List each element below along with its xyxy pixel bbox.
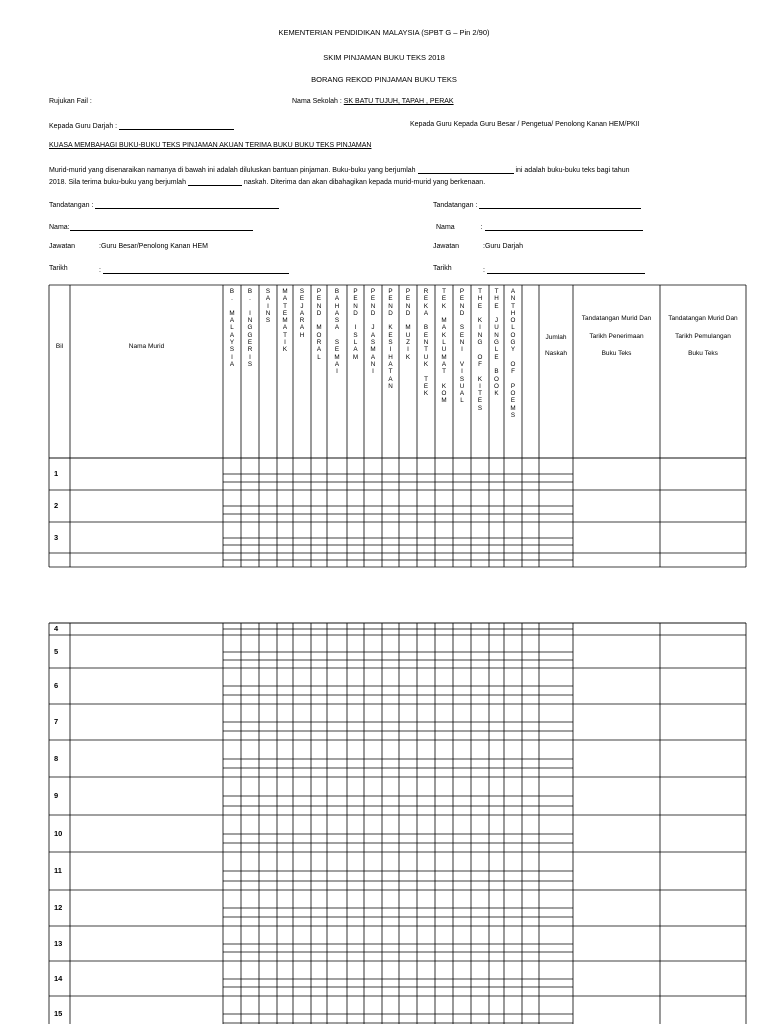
row-number: 3	[54, 532, 59, 542]
row-number: 15	[54, 1009, 63, 1018]
jawatan-left-value: :Guru Besar/Penolong Kanan HEM	[99, 243, 208, 250]
tandatangan-right-label: Tandatangan :	[433, 202, 478, 209]
subject-header: T H E J U N G L E B O O K	[494, 288, 499, 398]
jawatan-right-label: Jawatan	[433, 243, 460, 250]
row-number: 13	[54, 938, 63, 948]
row-number: 2	[54, 501, 59, 510]
tt-terima-label-2: Tarikh Penerimaan	[589, 333, 644, 340]
kuasa-heading: KUASA MEMBAHAGI BUKU-BUKU TEKS PINJAMAN AKUAN TERIMA BUKU BUKU TEKS PINJAMAN	[49, 142, 372, 149]
col-header-tt-pemulangan	[660, 315, 746, 357]
col-header-tt-penerimaan	[573, 315, 660, 357]
subject-header: P E N D I S L A M	[352, 288, 359, 361]
row-number: 4	[54, 624, 59, 633]
paragraph-text-2b: naskah. Diterima dan akan dibahagikan kepada murid-murid yang berkenaan.	[243, 179, 486, 186]
subject-header: P E N D M U Z I K	[405, 288, 411, 361]
row-number: 6	[54, 681, 59, 690]
row-number: 11	[54, 866, 62, 875]
tarikh-left-colon: :	[99, 267, 101, 274]
row-number: 14	[54, 973, 63, 983]
tt-pulang-label-1: Tandatangan Murid Dan	[668, 315, 738, 322]
tt-terima-label-3: Buku Teks	[601, 350, 632, 357]
nama-right-colon: :	[480, 224, 483, 231]
subject-header: P E N D K E S I H A T A N	[388, 288, 393, 390]
paragraph-text-1a: Murid-murid yang disenaraikan namanya di bawah ini adalah diluluskan bantuan pinjaman. Buku-buku yang berjumlah	[49, 167, 416, 174]
form-record-title: BORANG REKOD PINJAMAN BUKU TEKS	[311, 75, 457, 84]
subject-header: T E K M A K L U M A T K O M	[441, 288, 447, 405]
subject-header: B . M A L A Y S I A	[229, 288, 235, 368]
tandatangan-left-label: Tandatangan :	[49, 202, 94, 209]
tarikh-left-label: Tarikh	[49, 265, 68, 272]
subject-header: A N T H O L O G Y O F P O E M S	[510, 288, 516, 420]
col-header-jumlah	[539, 334, 573, 357]
form-ministry-title: KEMENTERIAN PENDIDIKAN MALAYSIA (SPBT G – Pin 2/90)	[278, 28, 490, 37]
nama-sekolah-value: SK BATU TUJUH, TAPAH , PERAK	[343, 98, 454, 105]
tarikh-right-colon: :	[483, 267, 485, 274]
tt-terima-label-1: Tandatangan Murid Dan	[581, 315, 652, 322]
jawatan-left-label: Jawatan	[49, 243, 76, 250]
form-scheme-title: SKIM PINJAMAN BUKU TEKS 2018	[323, 53, 445, 62]
rujukan-fail-label: Rujukan Fail :	[49, 98, 92, 105]
jumlah-label-1: Jumlah	[545, 334, 567, 341]
kepada-guru-darjah-label: Kepada Guru Darjah :	[49, 123, 118, 130]
row-number: 8	[54, 753, 59, 763]
subject-header: S A I N S	[265, 288, 271, 325]
tarikh-right-label: Tarikh	[433, 265, 452, 272]
subject-header: P E N D J A S M A N I	[370, 288, 376, 376]
subject-header: P E N D S E N I V I S U A L	[459, 288, 465, 405]
col-header-bil: Bil	[55, 343, 64, 350]
nama-right-label: Nama	[436, 224, 455, 231]
subject-header: B A H A S A S E M A I	[334, 288, 340, 376]
row-number: 5	[54, 646, 59, 656]
row-number: 10	[54, 828, 63, 838]
kepada-guru-besar-label: Kepada Guru Kepada Guru Besar / Pengetua/ Penolong Kanan HEM/PKII	[410, 121, 640, 128]
subject-header: B . I N G G E R I S	[247, 288, 253, 368]
nama-sekolah-label: Nama Sekolah :	[292, 98, 342, 105]
subject-header: T H E K I N G O F K I T E S	[477, 288, 483, 412]
paragraph-text-1b: ini adalah buku-buku teks bagi tahun	[515, 167, 630, 174]
tt-pulang-label-3: Buku Teks	[688, 350, 718, 357]
subject-header: P E N D M O R A L	[316, 288, 322, 361]
row-number: 9	[54, 791, 59, 800]
row-number: 7	[54, 717, 59, 726]
subject-header: M A T E M A T I K	[282, 288, 288, 354]
nama-left-label: Nama:	[49, 224, 70, 231]
subject-header: S E J A R A H	[299, 288, 305, 339]
tt-pulang-label-2: Tarikh Pemulangan	[675, 333, 731, 340]
col-header-nama-murid: Nama Murid	[128, 343, 165, 350]
jumlah-label-2: Naskah	[544, 350, 568, 357]
subject-header: R E K A B E N T U K T E K	[423, 288, 429, 398]
paragraph-text-2a: 2018. Sila terima buku-buku yang berjumlah	[49, 179, 186, 186]
row-number: 1	[54, 469, 59, 478]
jawatan-right-value: :Guru Darjah	[483, 243, 524, 250]
row-number: 12	[54, 903, 63, 912]
